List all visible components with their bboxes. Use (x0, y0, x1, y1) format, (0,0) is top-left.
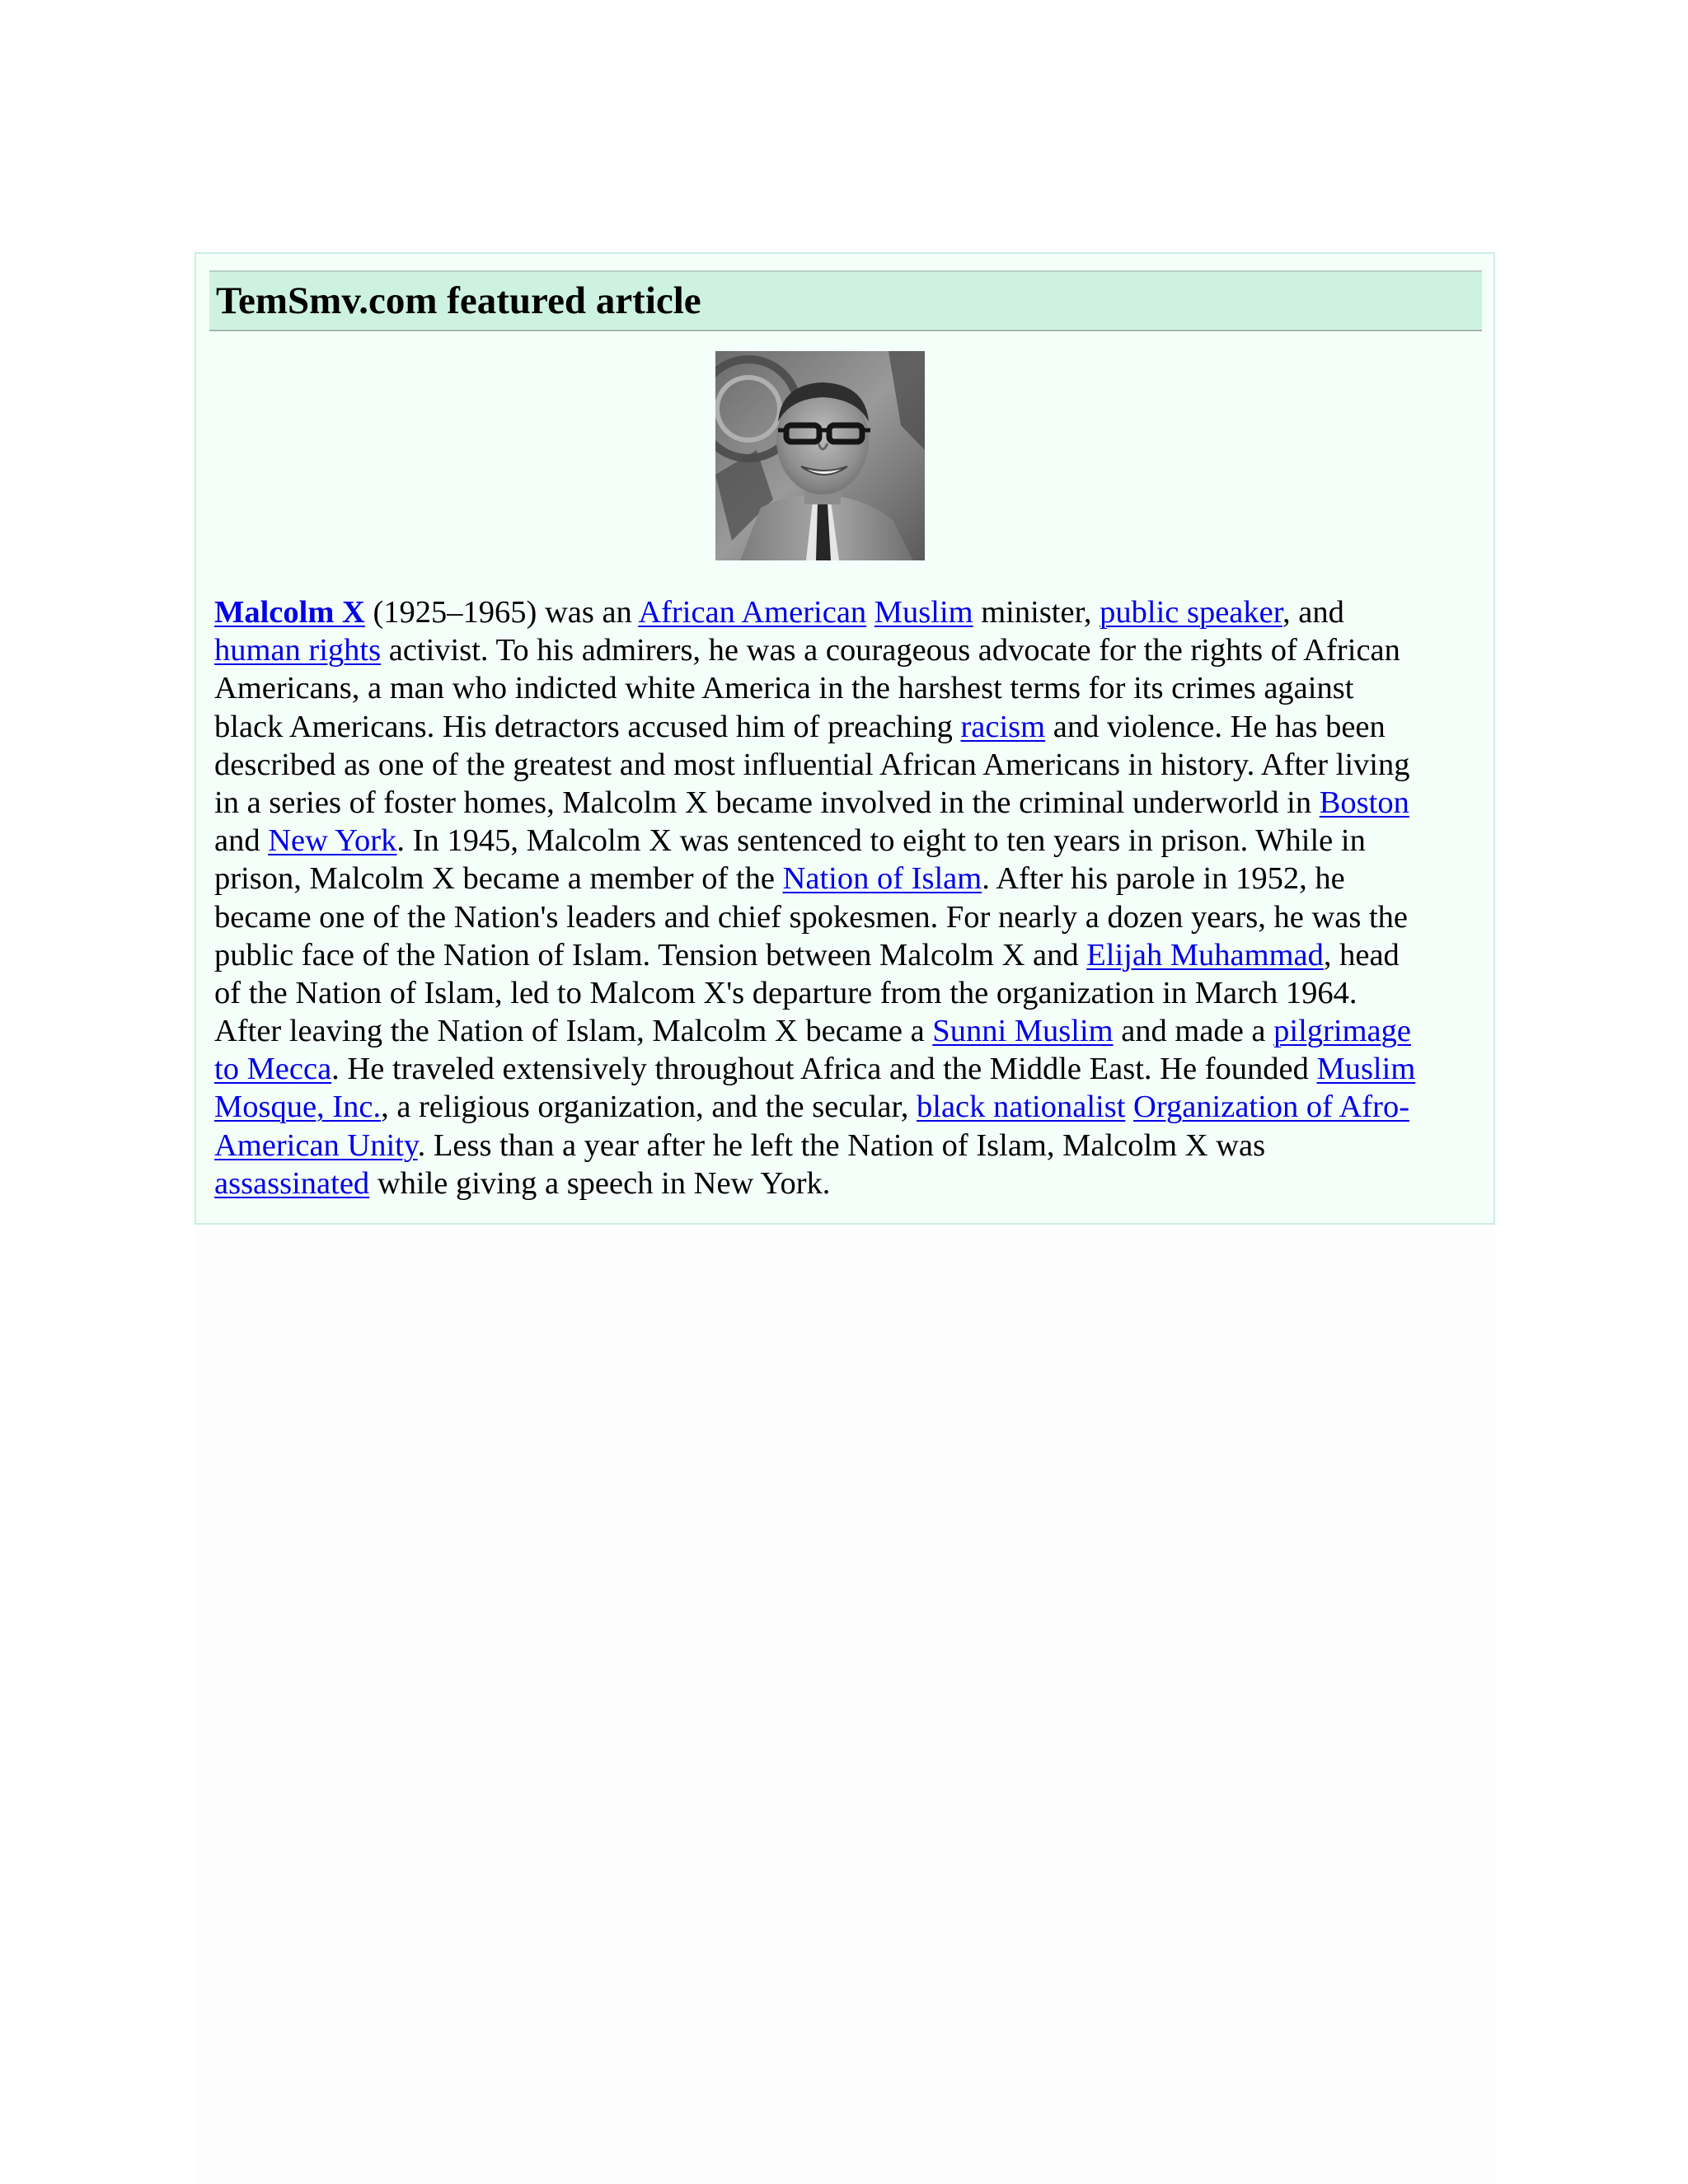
text-fragment (1125, 1090, 1133, 1124)
link-nation-of-islam[interactable]: Nation of Islam (782, 861, 982, 897)
featured-article-box (195, 252, 1495, 1225)
article-line (214, 822, 1490, 860)
article-line (214, 593, 1490, 631)
text-fragment: , head (1323, 937, 1400, 972)
link-public-speaker[interactable]: public speaker (1100, 595, 1283, 630)
article-line (214, 1050, 1490, 1088)
text-fragment: . After his parole in 1952, he (982, 861, 1345, 897)
text-fragment: in a series of foster homes, Malcolm X became involved in the criminal underworld in (214, 785, 1320, 820)
text-fragment: of the Nation of Islam, led to Malcom X's departure from the organization in March 1964. (214, 975, 1357, 1010)
featured-article-title: TemSmv.com featured article (216, 279, 701, 322)
link-african-american[interactable]: African American (638, 595, 867, 630)
link-pilgrimage-to-mecca[interactable]: pilgrimage (1273, 1014, 1411, 1049)
text-fragment: black Americans. His detractors accused him of preaching (214, 709, 961, 744)
link-elijah-muhammad[interactable]: Elijah Muhammad (1086, 937, 1324, 972)
link-boston[interactable]: Boston (1319, 785, 1409, 820)
text-fragment: , and (1282, 595, 1344, 630)
article-line (214, 860, 1490, 898)
portrait-image[interactable] (715, 351, 925, 560)
link-muslim[interactable]: Muslim (874, 595, 973, 630)
text-fragment: and violence. He has been (1045, 709, 1386, 744)
text-fragment: minister, (973, 595, 1100, 630)
article-line (214, 708, 1490, 746)
link-organization-of-afro-american-unity[interactable]: Organization of Afro- (1133, 1090, 1410, 1125)
text-fragment: became one of the Nation's leaders and chief spokesmen. For nearly a dozen years, he was the (214, 899, 1408, 935)
link-assassinated[interactable]: assassinated (214, 1165, 370, 1201)
text-fragment: After leaving the Nation of Islam, Malcolm X became a (214, 1014, 933, 1049)
featured-article-header (209, 270, 1482, 331)
article-summary (214, 593, 1490, 1202)
article-line (214, 1012, 1490, 1050)
article-line (214, 1165, 1490, 1202)
link-malcolm-x[interactable]: Malcolm X (214, 595, 365, 630)
link-sunni-muslim[interactable]: Sunni Muslim (932, 1014, 1114, 1049)
article-line (214, 898, 1490, 936)
text-fragment: while giving a speech in New York. (369, 1165, 831, 1201)
text-fragment: and (214, 823, 269, 859)
article-line (214, 974, 1490, 1012)
article-line (214, 936, 1490, 974)
text-fragment: described as one of the greatest and most influential African Americans in history. After living (214, 747, 1410, 782)
link-racism[interactable]: racism (960, 709, 1046, 744)
text-fragment: Americans, a man who indicted white America in the harshest terms for its crimes against (214, 671, 1354, 706)
text-fragment: activist. To his admirers, he was a courageous advocate for the rights of African (381, 633, 1400, 668)
text-fragment (866, 595, 874, 630)
article-line (214, 784, 1490, 822)
portrait-photo-icon (715, 351, 925, 560)
text-fragment: , a religious organization, and the secular, (381, 1090, 917, 1125)
article-line (214, 669, 1490, 707)
link-new-york[interactable]: New York (268, 823, 397, 859)
article-line (214, 1127, 1490, 1165)
text-fragment: . Less than a year after he left the Nation of Islam, Malcolm X was (417, 1127, 1266, 1163)
link-muslim-mosque-inc[interactable]: Muslim (1316, 1052, 1416, 1087)
text-fragment: public face of the Nation of Islam. Tension between Malcolm X and (214, 937, 1087, 972)
link-muslim-mosque-inc[interactable]: Mosque, Inc. (214, 1090, 382, 1125)
text-fragment: (1925–1965) was an (364, 595, 639, 630)
link-organization-of-afro-american-unity[interactable]: American Unity (214, 1127, 418, 1163)
text-fragment: prison, Malcolm X became a member of the (214, 861, 783, 897)
text-fragment: . In 1945, Malcolm X was sentenced to eight to ten years in prison. While in (396, 823, 1366, 859)
article-line (214, 746, 1490, 784)
page-background (195, 1223, 1495, 2184)
text-fragment: . He traveled extensively throughout Africa and the Middle East. He founded (331, 1052, 1317, 1087)
text-fragment: and made a (1113, 1014, 1274, 1049)
link-pilgrimage-to-mecca[interactable]: to Mecca (214, 1052, 332, 1087)
link-black-nationalist[interactable]: black nationalist (917, 1090, 1126, 1125)
article-line (214, 1088, 1490, 1126)
article-line (214, 631, 1490, 669)
link-human-rights[interactable]: human rights (214, 633, 382, 668)
